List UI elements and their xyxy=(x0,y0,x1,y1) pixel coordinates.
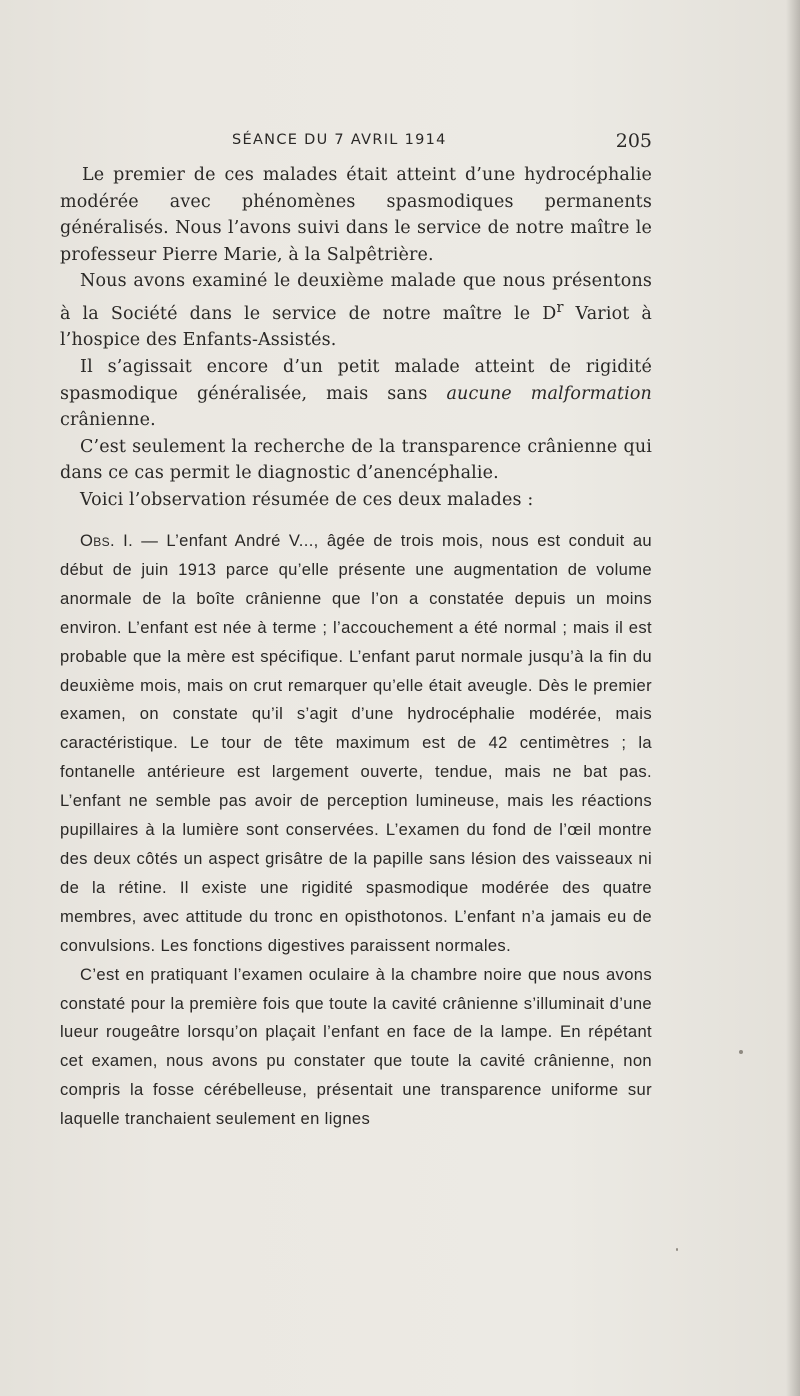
paragraph-observation-intro: Voici l’observation résumée de ces deux malades : xyxy=(80,489,534,510)
paragraph-rigidity-end: crânienne. xyxy=(60,410,156,431)
paragraph-second-patient-end: Variot à l’hospice des Enfants-Assistés. xyxy=(60,303,652,351)
observation-paragraph xyxy=(60,527,652,961)
italic-phrase: aucune malformation xyxy=(446,383,652,404)
intro-text xyxy=(60,162,652,514)
paragraph-second-patient-start: Nous avons examiné le deuxième malade que nous présentons à la Société dans le service de notre maître le D xyxy=(60,271,652,324)
paragraph-rigidity xyxy=(60,354,652,434)
paragraph-second-patient xyxy=(60,268,652,354)
paragraph-first-patient: Le premier de ces malades était atteint d’une hydrocéphalie modérée avec phénomènes spasmodiques permanents généralisés. Nous l’avons suivi dans le service de notre maître le professeur Pierre Marie, à la Salpêtrière. xyxy=(60,165,652,265)
running-title: SÉANCE DU 7 AVRIL 1914 xyxy=(232,132,447,148)
doctor-superscript: r xyxy=(556,298,564,316)
page-number: 205 xyxy=(615,130,652,152)
observation-text: — L’enfant André V..., âgée de trois mois, nous est conduit au début de juin 1913 parce qu’elle présente une augmentation de volume anormale de la boîte crânienne que l’on a constatée depuis un moins environ. L’enfant est née à terme ; l’accouchement a été normal ; mais il est probable que la mère est spécifique. L’enfant parut normale jusqu’à la fin du deuxième mois, mais on crut remarquer qu’elle était aveugle. Dès le premier examen, on constate qu’il s’agit d’une hydrocéphalie modérée, mais caractéristique. Le tour de tête maximum est de 42 centimètres ; la fontanelle antérieure est largement ouverte, tendue, mais ne bat pas. L’enfant ne semble pas avoir de perception lumineuse, mais les réactions pupillaires à la lumière sont conservées. L’examen du fond de l’œil montre des deux côtés un aspect grisâtre de la papille sans lésion des vaisseaux ni de la rétine. Il existe une rigidité spasmodique modérée des quatre membres, avec attitude du tronc en opisthotonos. L’enfant n’a jamais eu de convulsions. Les fonctions digestives paraissent normales. xyxy=(60,531,652,955)
page-header xyxy=(60,130,652,156)
paragraph-transparency: C’est seulement la recherche de la transparence crânienne qui dans ce cas permit le diagnostic d’anencéphalie. xyxy=(60,436,652,484)
observation-section xyxy=(60,527,652,1134)
observation-label: Obs. I. xyxy=(80,531,134,550)
page-edge-shadow xyxy=(786,0,800,1396)
paper-speck xyxy=(676,1248,678,1251)
paper-speck xyxy=(739,1050,743,1054)
examination-paragraph: C’est en pratiquant l’examen oculaire à la chambre noire que nous avons constaté pour la première fois que toute la cavité crânienne s’illuminait d’une lueur rougeâtre lorsqu’on plaçait l’enfant en face de la lampe. En répétant cet examen, nous avons pu constater que toute la cavité crânienne, non compris la fosse cérébelleuse, présentait une transparence uniforme sur laquelle tranchaient seulement en lignes xyxy=(60,964,652,1129)
paragraph-rigidity-start: Il s’agissait encore d’un petit malade atteint de rigidité spasmodique généralisée, mais sans xyxy=(60,356,652,404)
